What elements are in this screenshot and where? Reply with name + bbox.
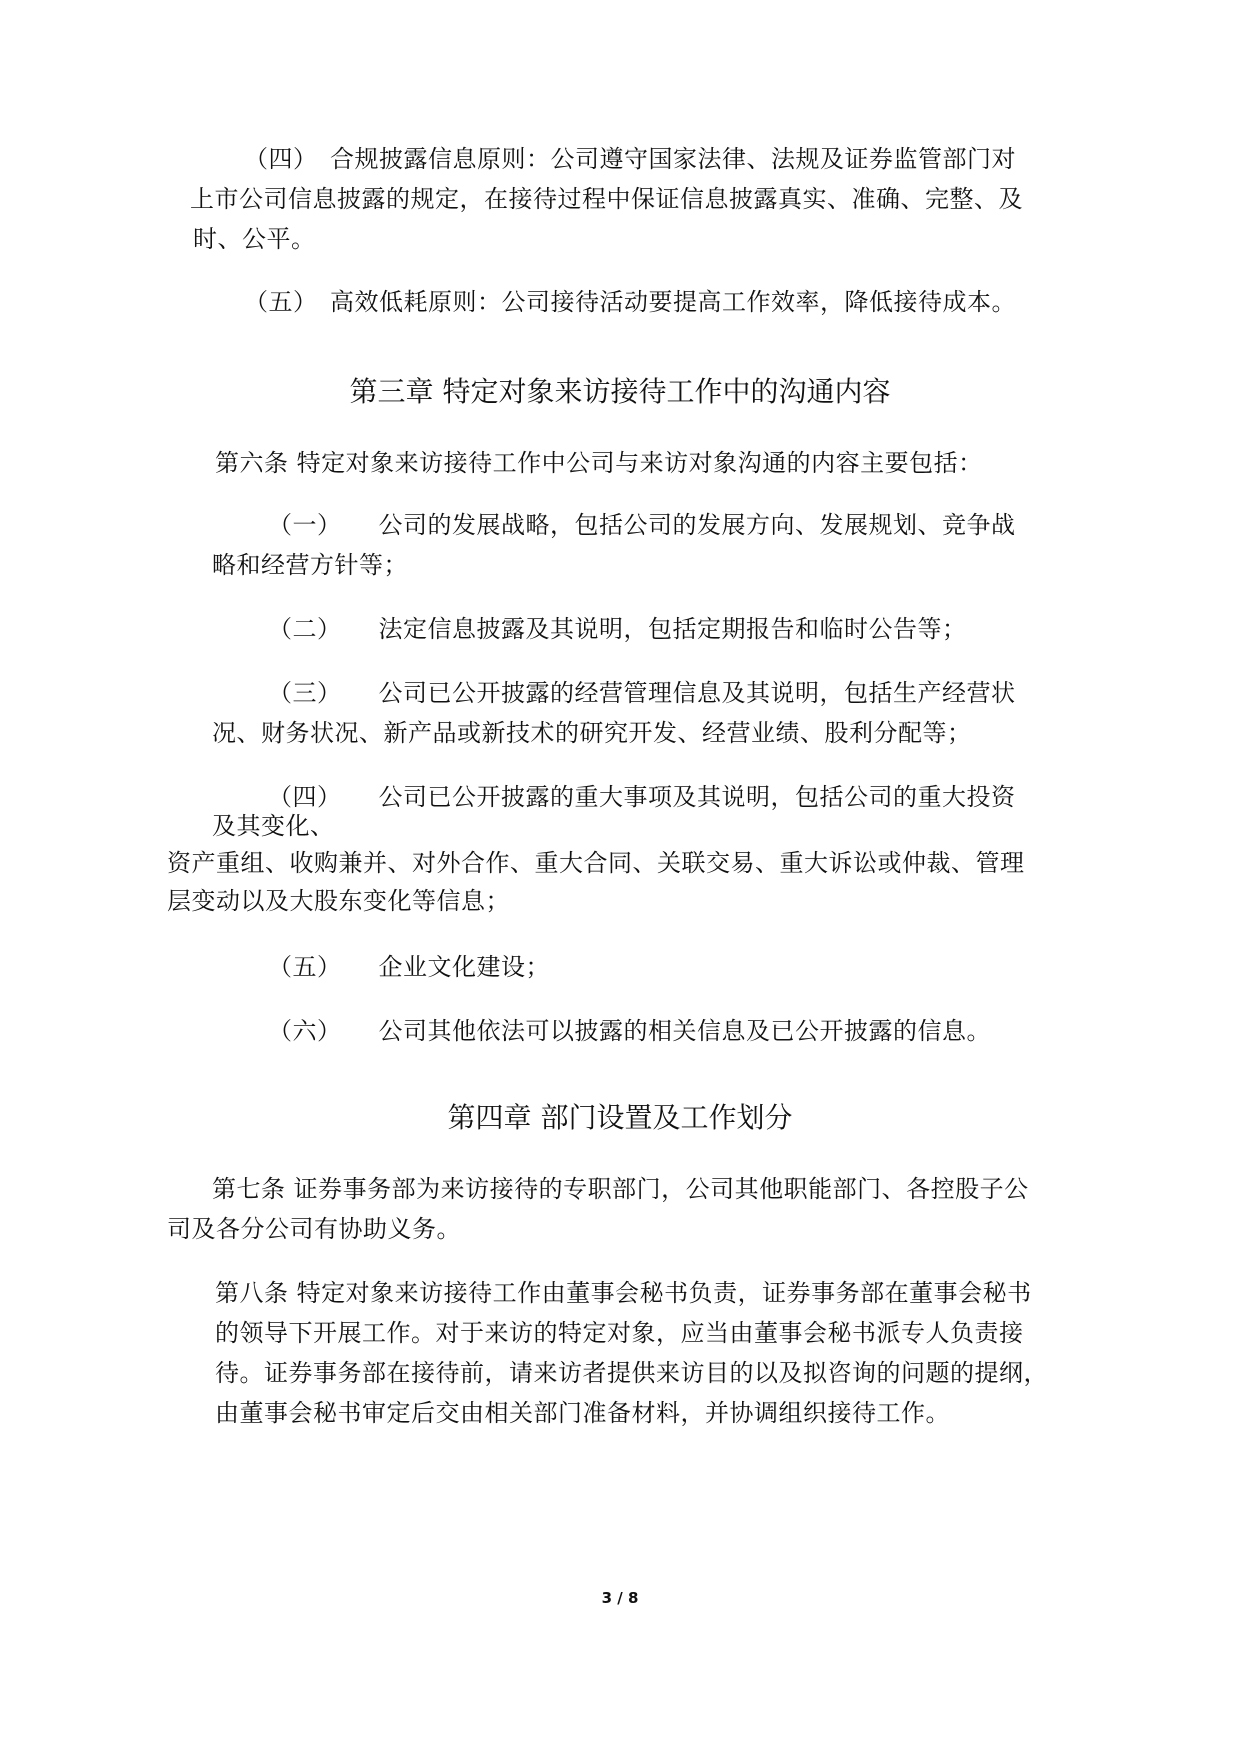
article-8-line-2: 的领导下开展工作。对于来访的特定对象，应当由董事会秘书派专人负责接 <box>215 1319 1024 1347</box>
article-6-item-3-line-2: 况、财务状况、新产品或新技术的研究开发、经营业绩、股利分配等； <box>212 719 972 747</box>
article-8-line-1: 第八条 特定对象来访接待工作由董事会秘书负责，证券事务部在董事会秘书 <box>215 1279 1032 1307</box>
article-6-item-4-line-1: （四） 公司已公开披露的重大事项及其说明，包括公司的重大投资 <box>268 783 1016 811</box>
principle-4-line-2: 上市公司信息披露的规定，在接待过程中保证信息披露真实、准确、完整、及 <box>190 185 1023 213</box>
article-6-item-2-line-1: （二） 法定信息披露及其说明，包括定期报告和临时公告等； <box>268 615 967 643</box>
article-6-item-1-line-1: （一） 公司的发展战略，包括公司的发展方向、发展规划、竞争战 <box>268 511 1016 539</box>
article-6-item-1-line-2: 略和经营方针等； <box>212 551 408 579</box>
principle-5-line-1: （五） 高效低耗原则：公司接待活动要提高工作效率，降低接待成本。 <box>244 288 1016 316</box>
page-number: 3 / 8 <box>601 1589 639 1607</box>
chapter-3-title: 第三章 特定对象来访接待工作中的沟通内容 <box>349 375 891 408</box>
principle-4-line-1: （四） 合规披露信息原则：公司遵守国家法律、法规及证券监管部门对 <box>244 145 1016 173</box>
article-7-line-1: 第七条 证券事务部为来访接待的专职部门，公司其他职能部门、各控股子公 <box>212 1175 1029 1203</box>
article-8-line-4: 由董事会秘书审定后交由相关部门准备材料，并协调组织接待工作。 <box>215 1399 950 1427</box>
article-7-line-2: 司及各分公司有协助义务。 <box>167 1215 461 1243</box>
chapter-4-title: 第四章 部门设置及工作划分 <box>447 1101 793 1134</box>
article-8-line-3: 待。证券事务部在接待前，请来访者提供来访目的以及拟咨询的问题的提纲， <box>215 1359 1048 1387</box>
principle-4-line-3: 时、公平。 <box>193 225 316 253</box>
article-6-intro: 第六条 特定对象来访接待工作中公司与来访对象沟通的内容主要包括： <box>215 449 983 477</box>
article-6-item-5-line-1: （五） 企业文化建设； <box>268 953 550 981</box>
article-6-item-6-line-1: （六） 公司其他依法可以披露的相关信息及已公开披露的信息。 <box>268 1017 991 1045</box>
article-6-item-4-line-2: 及其变化、 <box>212 812 335 840</box>
article-6-item-4-line-3: 资产重组、收购兼并、对外合作、重大合同、关联交易、重大诉讼或仲裁、管理 <box>167 849 1025 877</box>
article-6-item-3-line-1: （三） 公司已公开披露的经营管理信息及其说明，包括生产经营状 <box>268 679 1016 707</box>
article-6-item-4-line-4: 层变动以及大股东变化等信息； <box>167 887 510 915</box>
